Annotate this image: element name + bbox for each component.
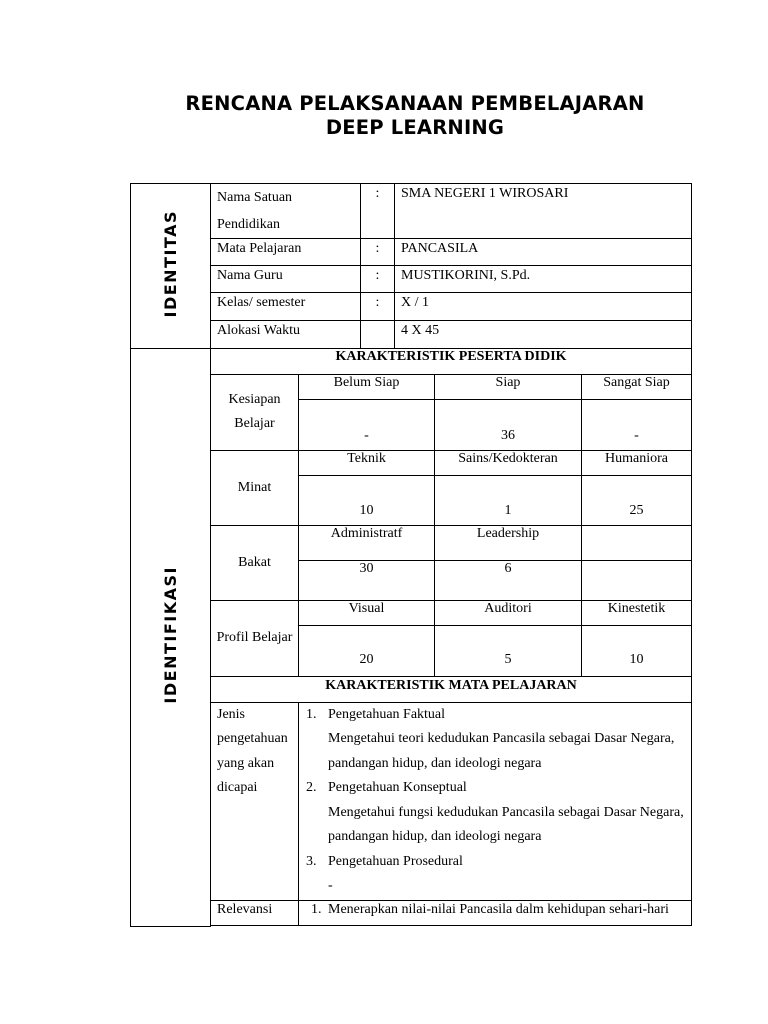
kesiapan-value: - — [299, 399, 435, 450]
profil-value: 5 — [435, 625, 582, 676]
list-item: 2. Pengetahuan Konseptual Mengetahui fungsi kedudukan Pancasila sebagai Dasar Negara, pandangan hidup, dan ideologi negara — [306, 780, 684, 844]
identitas-colon: : — [361, 238, 395, 265]
kesiapan-header: Belum Siap — [299, 374, 435, 399]
identitas-label-kelas: Kelas/ semester — [211, 292, 361, 320]
identitas-label: IDENTITAS — [161, 209, 180, 318]
bakat-value: 6 — [435, 560, 582, 600]
identitas-label-mapel: Mata Pelajaran — [211, 238, 361, 265]
bakat-header: Leadership — [435, 525, 582, 560]
profil-header: Kinestetik — [582, 600, 692, 625]
kesiapan-header: Sangat Siap — [582, 374, 692, 399]
identitas-value-satuan: SMA NEGERI 1 WIROSARI — [395, 183, 692, 238]
identifikasi-section-cell — [131, 349, 211, 927]
jenis-list-cell — [299, 702, 692, 900]
bakat-label: Bakat — [211, 525, 299, 600]
identitas-label-satuan-1: Nama Satuan — [217, 189, 293, 205]
title-line-2: DEEP LEARNING — [325, 116, 505, 139]
identitas-value-guru: MUSTIKORINI, S.Pd. — [395, 265, 692, 292]
minat-header: Teknik — [299, 450, 435, 475]
identitas-value-alokasi: 4 X 45 — [395, 320, 692, 348]
identitas-row — [211, 292, 692, 320]
list-item: 1. Pengetahuan Faktual Mengetahui teori kedudukan Pancasila sebagai Dasar Negara, pandangan hidup, dan ideologi negara — [306, 706, 675, 771]
identitas-colon: : — [361, 292, 395, 320]
identitas-value-mapel: PANCASILA — [395, 238, 692, 265]
profil-value: 20 — [299, 625, 435, 676]
kesiapan-label: Kesiapan Belajar — [211, 374, 299, 450]
identitas-colon — [361, 320, 395, 348]
jenis-list — [299, 703, 691, 899]
identitas-label-alokasi: Alokasi Waktu — [211, 320, 361, 348]
identitas-row — [211, 183, 692, 238]
kesiapan-value: - — [582, 399, 692, 450]
identitas-value-kelas: X / 1 — [395, 292, 692, 320]
minat-label: Minat — [211, 450, 299, 525]
rpp-table — [130, 183, 690, 927]
minat-value: 10 — [299, 475, 435, 525]
profil-label: Profil Belajar — [211, 600, 299, 676]
minat-header: Humaniora — [582, 450, 692, 475]
identitas-colon: : — [361, 183, 395, 238]
mata-pelajaran-header: KARAKTERISTIK MATA PELAJARAN — [211, 676, 692, 702]
minat-value: 1 — [435, 475, 582, 525]
peserta-didik-header: KARAKTERISTIK PESERTA DIDIK — [211, 348, 692, 374]
identitas-section-cell — [131, 184, 211, 349]
main-table — [130, 183, 691, 927]
identifikasi-table — [210, 348, 692, 926]
kesiapan-value: 36 — [435, 399, 582, 450]
identitas-label-guru: Nama Guru — [211, 265, 361, 292]
document-title — [0, 92, 768, 140]
identifikasi-label: IDENTIFIKASI — [161, 566, 180, 704]
title-line-1: RENCANA PELAKSANAAN PEMBELAJARAN — [185, 92, 645, 115]
minat-value: 25 — [582, 475, 692, 525]
jenis-label: Jenis pengetahuan yang akan dicapai — [211, 702, 299, 900]
relevansi-label: Relevansi — [211, 900, 299, 925]
identitas-label-satuan-2: Pendidikan — [217, 216, 280, 232]
identitas-row — [211, 238, 692, 265]
bakat-value: 30 — [299, 560, 435, 600]
bakat-header — [582, 525, 692, 560]
profil-value: 10 — [582, 625, 692, 676]
identitas-row — [211, 320, 692, 348]
profil-header: Auditori — [435, 600, 582, 625]
list-item: 1. Menerapkan nilai-nilai Pancasila dalm kehidupan sehari-hari — [311, 901, 669, 917]
identitas-row — [211, 265, 692, 292]
relevansi-cell — [299, 900, 692, 925]
profil-header: Visual — [299, 600, 435, 625]
identitas-table — [210, 183, 692, 349]
minat-header: Sains/Kedokteran — [435, 450, 582, 475]
identitas-colon: : — [361, 265, 395, 292]
list-item: 3. Pengetahuan Prosedural - — [306, 853, 463, 893]
bakat-header: Administratf — [299, 525, 435, 560]
bakat-value — [582, 560, 692, 600]
kesiapan-header: Siap — [435, 374, 582, 399]
